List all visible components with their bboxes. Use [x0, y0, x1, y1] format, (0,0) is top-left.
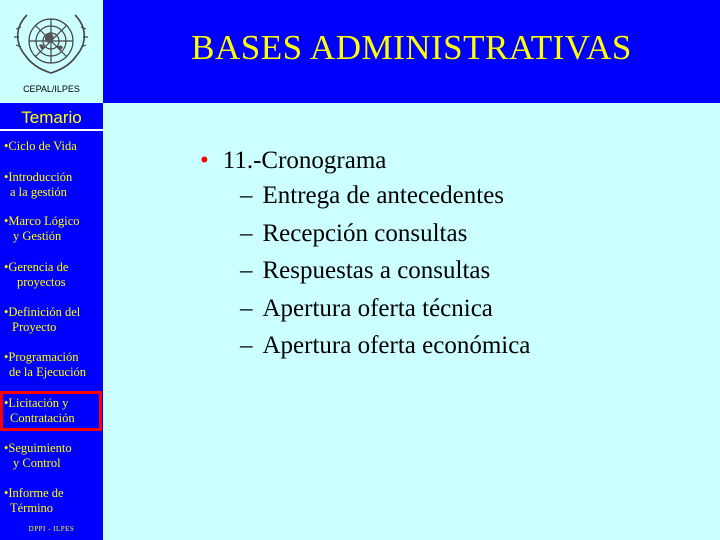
- main-bullet: [200, 145, 530, 177]
- sidebar-item-gerencia[interactable]: [4, 260, 104, 290]
- sidebar-item-label: •Licitación y: [4, 396, 69, 410]
- sidebar-item-label-line2: Contratación: [10, 411, 75, 425]
- sidebar-item-label-line2: Proyecto: [12, 320, 57, 334]
- list-item-text: Entrega de antecedentes: [262, 182, 505, 209]
- sidebar-item-label: •Marco Lógico: [4, 214, 80, 228]
- sidebar-item-label-line2: Término: [10, 501, 54, 515]
- logo-area: [0, 0, 103, 103]
- sidebar-item-label: •Introducción: [4, 170, 73, 184]
- sidebar-item-label-line2: proyectos: [17, 275, 66, 289]
- page-title: BASES ADMINISTRATIVAS: [191, 28, 632, 67]
- dash-marker: –: [240, 257, 253, 284]
- list-item: [200, 290, 530, 328]
- sidebar-item-introduccion[interactable]: [4, 170, 104, 200]
- dash-marker: –: [240, 182, 253, 209]
- list-item-text: Apertura oferta técnica: [262, 294, 493, 322]
- org-label: CEPAL/ILPES: [23, 84, 80, 94]
- sidebar: [0, 103, 103, 540]
- sidebar-title: Temario: [21, 108, 82, 127]
- bullet-marker: •: [200, 147, 209, 174]
- sidebar-title-underline: [0, 129, 103, 131]
- sidebar-item-label: •Seguimiento: [4, 441, 72, 455]
- list-item-text: Respuestas a consultas: [262, 257, 491, 284]
- sidebar-item-label: •Definición del: [4, 305, 81, 319]
- sidebar-item-ciclo-de-vida[interactable]: [4, 139, 104, 154]
- list-item: [200, 215, 530, 253]
- un-emblem-icon: [9, 5, 93, 83]
- sidebar-item-label-line2: y Control: [13, 456, 61, 470]
- sidebar-item-label-line2: de la Ejecución: [9, 365, 87, 379]
- sidebar-item-label: •Ciclo de Vida: [4, 139, 77, 153]
- sidebar-item-definicion[interactable]: [4, 305, 104, 335]
- sidebar-item-label: •Gerencia de: [4, 260, 69, 274]
- dash-marker: –: [240, 294, 253, 322]
- list-item: [200, 327, 530, 365]
- sidebar-item-informe[interactable]: [4, 486, 104, 516]
- main-content: [200, 145, 530, 365]
- list-item-text: Apertura oferta económica: [262, 332, 531, 359]
- dash-marker: –: [240, 219, 253, 247]
- list-item-text: Recepción consultas: [262, 219, 468, 247]
- sidebar-item-label: •Programación: [4, 350, 79, 364]
- sidebar-item-label-line2: a la gestión: [10, 185, 67, 199]
- sidebar-item-marco-logico[interactable]: [4, 214, 104, 244]
- dash-marker: –: [240, 332, 253, 359]
- footer-label: DPPI - ILPES: [28, 525, 75, 533]
- sidebar-item-programacion[interactable]: [4, 350, 104, 380]
- main-heading: 11.-Cronograma: [222, 147, 387, 174]
- list-item: [200, 177, 530, 215]
- sidebar-item-licitacion[interactable]: [4, 396, 104, 426]
- list-item: [200, 252, 530, 290]
- sidebar-item-label: •Informe de: [4, 486, 64, 500]
- sidebar-item-label-line2: y Gestión: [13, 229, 62, 243]
- sidebar-item-seguimiento[interactable]: [4, 441, 104, 471]
